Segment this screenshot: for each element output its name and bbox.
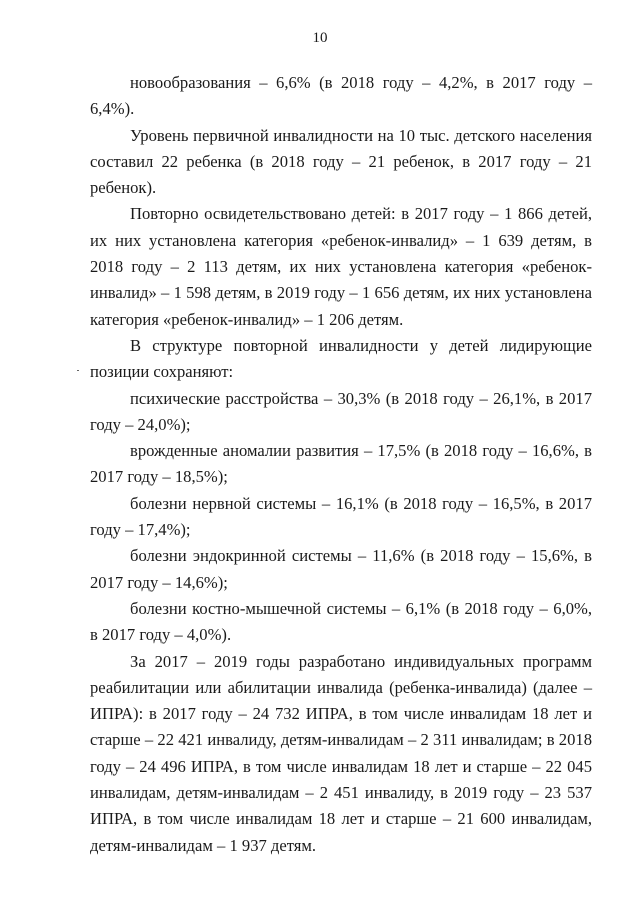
scan-speck (77, 370, 79, 371)
list-item-nervous-system: болезни нервной системы – 16,1% (в 2018 году – 16,5%, в 2017 году – 17,4%); (90, 493, 592, 540)
list-item-mental-disorders: психические расстройства – 30,3% (в 2018 году – 26,1%, в 2017 году – 24,0%); (90, 388, 592, 434)
list-item-congenital-anomalies: врожденные аномалии развития – 17,5% (в 2018 году – 16,6%, в 2017 году – 18,5%); (90, 441, 592, 487)
paragraph-neoplasms: новообразования – 6,6% (в 2018 году – 4,2%, в 2017 году – 6,4%). (90, 73, 592, 119)
document-body (90, 70, 592, 859)
paragraph-primary-disability: Уровень первичной инвалидности на 10 тыс. детского населения составил 22 ребенка (в 2018 году – 21 ребенок, в 2017 году – 21 ребенок). (90, 125, 592, 198)
page-number: 10 (312, 30, 328, 46)
paragraph-ipra-programs: За 2017 – 2019 годы разработано индивидуальных программ реабилитации или абилитации инвалида (ребенка-инвалида) (далее – ИПРА): в 2017 году – 24 732 ИПРА, в том числе инвалидам 18 лет и старше – 22 421 инвалиду, детям-инвалидам – 2 311 инвалидам; в 2018 году – 24 496 ИПРА, в том числе инвалидам 18 лет и старше – 22 045 инвалидам, детям-инвалидам – 2 451 инвалиду, в 2019 году – 23 537 ИПРА, в том числе инвалидам 18 лет и старше – 21 600 инвалидам, детям-инвалидам – 1 937 детям. (90, 651, 592, 855)
paragraph-structure-intro: В структуре повторной инвалидности у детей лидирующие позиции сохраняют: (90, 335, 592, 382)
paragraph-reexamined-children: Повторно освидетельствовано детей: в 2017 году – 1 866 детей, их них установлена категория «ребенок-инвалид» – 1 639 детям, в 2018 году – 2 113 детям, их них установлена категория «ребенок-инвалид» – 1 598 детям, в 2019 году – 1 656 детям, их них установлена категория «ребенок-инвалид» – 1 206 детям. (90, 204, 592, 329)
list-item-musculoskeletal-system: болезни костно-мышечной системы – 6,1% (в 2018 году – 6,0%, в 2017 году – 4,0%). (90, 598, 592, 645)
list-item-endocrine-system: болезни эндокринной системы – 11,6% (в 2018 году – 15,6%, в 2017 году – 14,6%); (90, 546, 592, 592)
